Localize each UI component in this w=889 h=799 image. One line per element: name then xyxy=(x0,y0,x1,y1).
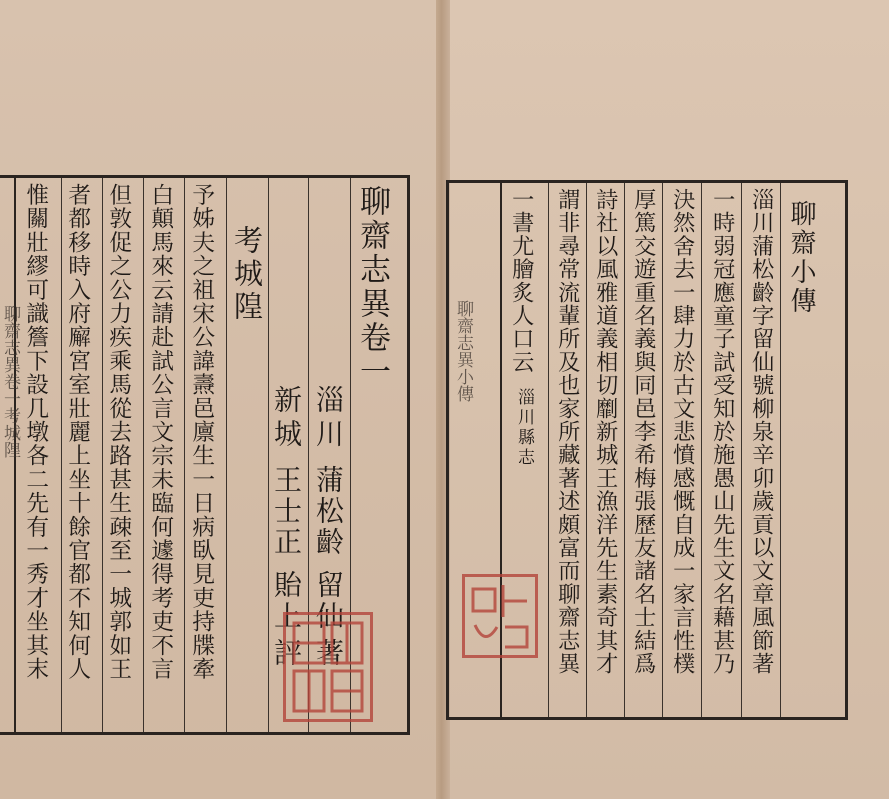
seal-glyph-icon xyxy=(286,615,370,719)
text-column: 厚篤交遊重名義與同邑李希梅張歷友諸名士結爲 xyxy=(630,188,657,676)
center-band-label: 聊齋志異卷一考城隍 xyxy=(0,305,20,458)
seal-glyph-icon xyxy=(465,577,535,655)
author-name: 蒲松齡 xyxy=(312,465,345,558)
author-role: 著 xyxy=(312,638,345,667)
column-rule xyxy=(143,178,144,732)
text-column: 予姊夫之祖宋公諱燾邑廪生一日病臥見吏持牒牽 xyxy=(188,183,215,681)
text-column: 者都移時入府廨宮室壯麗上坐十餘官都不知何人 xyxy=(64,183,91,681)
column-rule xyxy=(226,178,227,732)
text-column: 謂非尋常流輩所及也家所藏著述頗富而聊齋志異 xyxy=(554,188,581,676)
biography-title: 聊齋小傳 xyxy=(786,200,816,316)
reviewer-role: 評 xyxy=(270,638,303,667)
center-band-label: 聊齋志異小傳 xyxy=(453,300,473,402)
column-rule xyxy=(586,183,587,717)
column-rule xyxy=(780,183,781,717)
column-rule xyxy=(741,183,742,717)
red-seal xyxy=(462,574,538,658)
text-column: 一書尤膾炙人口云 xyxy=(508,188,535,374)
author-zi: 留仙 xyxy=(312,570,345,632)
source-note: 淄川縣志 xyxy=(514,388,534,468)
text-column: 詩社以風雅道義相切劘新城王漁洋先生素奇其才 xyxy=(592,188,619,676)
reviewer-place: 新城 xyxy=(270,385,303,453)
column-rule xyxy=(548,183,549,717)
reviewer-zi: 貽上 xyxy=(270,570,303,632)
author-place: 淄川 xyxy=(312,385,345,453)
column-rule xyxy=(184,178,185,732)
column-rule xyxy=(624,183,625,717)
text-column: 淄川蒲松齡字留仙號柳泉辛卯歲貢以文章風節著 xyxy=(748,188,775,676)
text-column: 惟關壯繆可識簷下設几墩各二先有一秀才坐其末 xyxy=(22,183,49,681)
text-column: 一時弱冠應童子試受知於施愚山先生文名藉甚乃 xyxy=(709,188,736,676)
column-rule xyxy=(61,178,62,732)
text-column: 但敦促之公力疾乘馬從去路甚生疎至一城郭如王 xyxy=(105,183,132,681)
story-title: 考城隍 xyxy=(230,225,264,324)
column-rule xyxy=(268,178,269,732)
column-rule xyxy=(701,183,702,717)
red-seal xyxy=(283,612,373,722)
column-rule xyxy=(102,178,103,732)
text-column: 白顛馬來云請赴試公言文宗未臨何遽得考吏不言 xyxy=(147,183,174,681)
volume-title: 聊齋志異卷一 xyxy=(354,185,390,389)
reviewer-name: 王士正 xyxy=(270,465,303,558)
text-column: 決然舍去一肆力於古文悲憤感慨自成一家言性樸 xyxy=(669,188,696,676)
column-rule xyxy=(662,183,663,717)
